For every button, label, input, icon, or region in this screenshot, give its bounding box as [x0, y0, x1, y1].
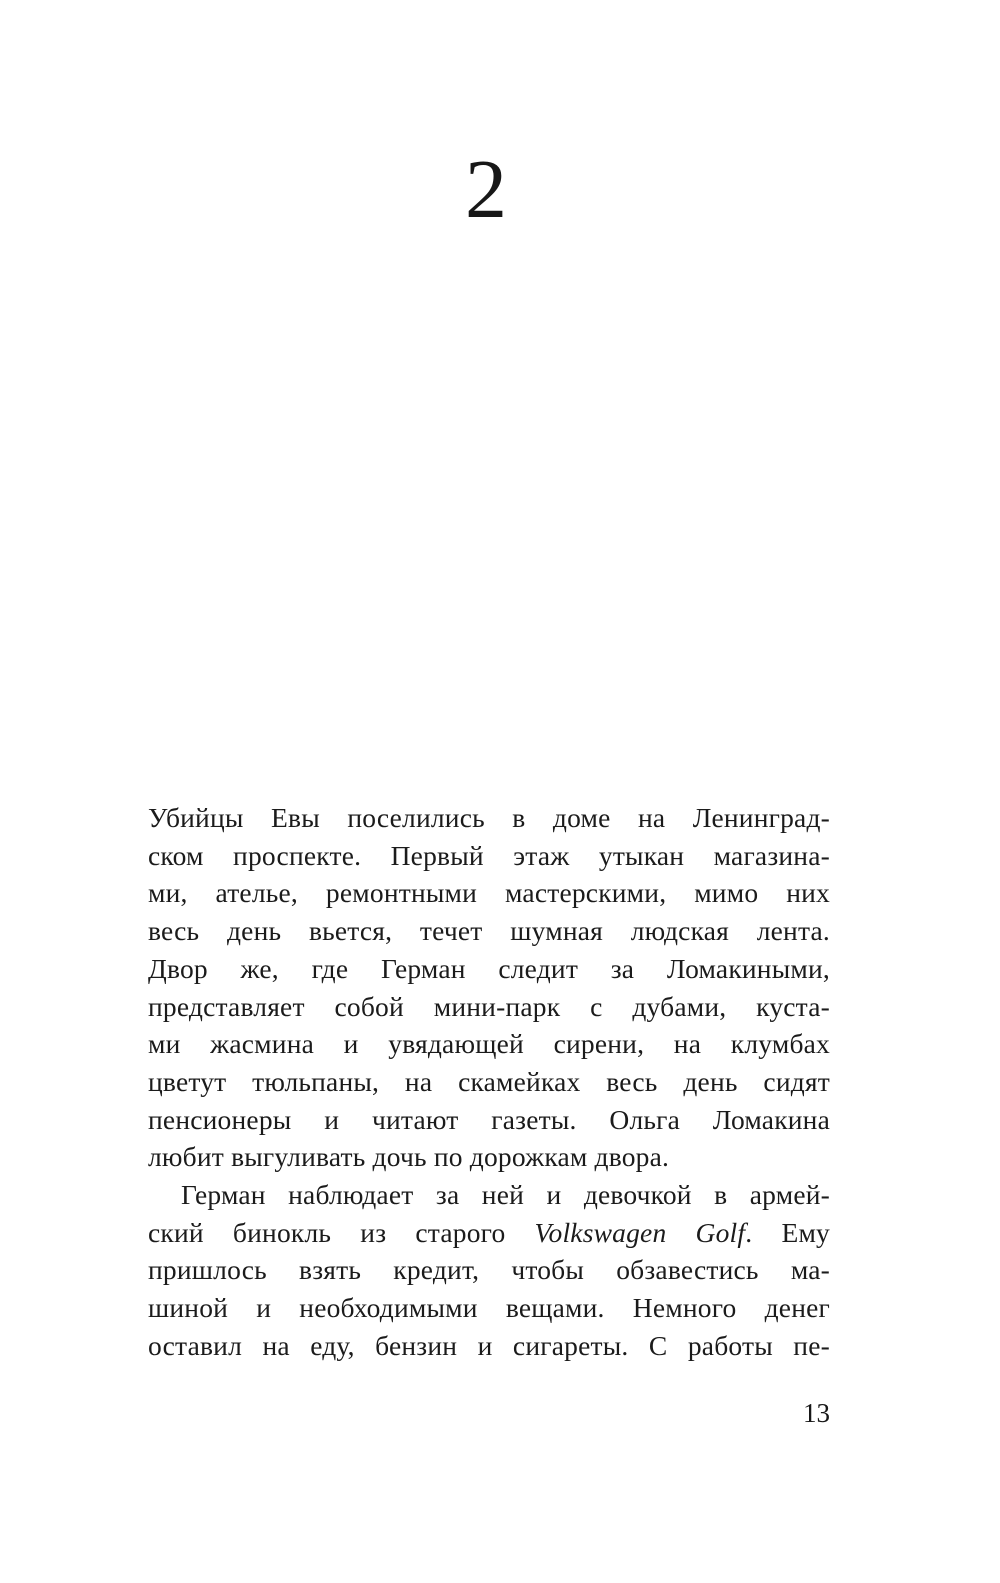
- text-segment: пришлось взять кредит, чтобы обзавестись ма-: [148, 1254, 830, 1286]
- text-segment: цветут тюльпаны, на скамейках весь день сидят: [148, 1065, 830, 1097]
- text-segment: . Ему: [745, 1216, 830, 1248]
- text-line: [148, 1025, 830, 1063]
- body-text: [148, 799, 830, 1365]
- text-segment: любит выгуливать дочь по дорожкам двора.: [148, 1141, 670, 1173]
- text-line: [148, 950, 830, 988]
- text-segment: Убийцы Евы поселились в доме на Ленинград-: [148, 802, 830, 833]
- text-line: [148, 874, 830, 912]
- text-line: [148, 837, 830, 875]
- text-line: [148, 1289, 830, 1327]
- text-segment: шиной и необходимыми вещами. Немного денег: [148, 1292, 830, 1324]
- text-line: [148, 799, 830, 837]
- page-number: 13: [803, 1398, 830, 1428]
- text-line: [148, 1138, 830, 1176]
- text-segment: пенсионеры и читают газеты. Ольга Ломакина: [148, 1103, 830, 1135]
- text-line: [148, 1327, 830, 1365]
- text-line: [148, 1176, 830, 1214]
- text-line: [148, 1101, 830, 1139]
- text-segment: ми жасмина и увядающей сирени, на клумбах: [148, 1028, 830, 1060]
- text-line: [148, 988, 830, 1026]
- text-segment: весь день вьется, течет шумная людская лента.: [148, 915, 830, 947]
- italic-text-segment: Volkswagen Golf: [534, 1216, 746, 1248]
- text-segment: представляет собой мини-парк с дубами, куста-: [148, 990, 830, 1022]
- text-segment: Двор же, где Герман следит за Ломакиными,: [148, 952, 830, 984]
- text-segment: ми, ателье, ремонтными мастерскими, мимо них: [148, 877, 830, 909]
- text-segment: ский бинокль из старого: [148, 1216, 535, 1248]
- text-segment: оставил на еду, бензин и сигареты. С работы пе-: [148, 1329, 830, 1361]
- text-segment: Герман наблюдает за ней и девочкой в армей-: [181, 1179, 830, 1211]
- text-line: [148, 1251, 830, 1289]
- text-line: [148, 1214, 830, 1252]
- chapter-heading: 2: [465, 143, 507, 236]
- text-segment: ском проспекте. Первый этаж утыкан магазина-: [148, 839, 830, 871]
- text-line: [148, 912, 830, 950]
- text-line: [148, 1063, 830, 1101]
